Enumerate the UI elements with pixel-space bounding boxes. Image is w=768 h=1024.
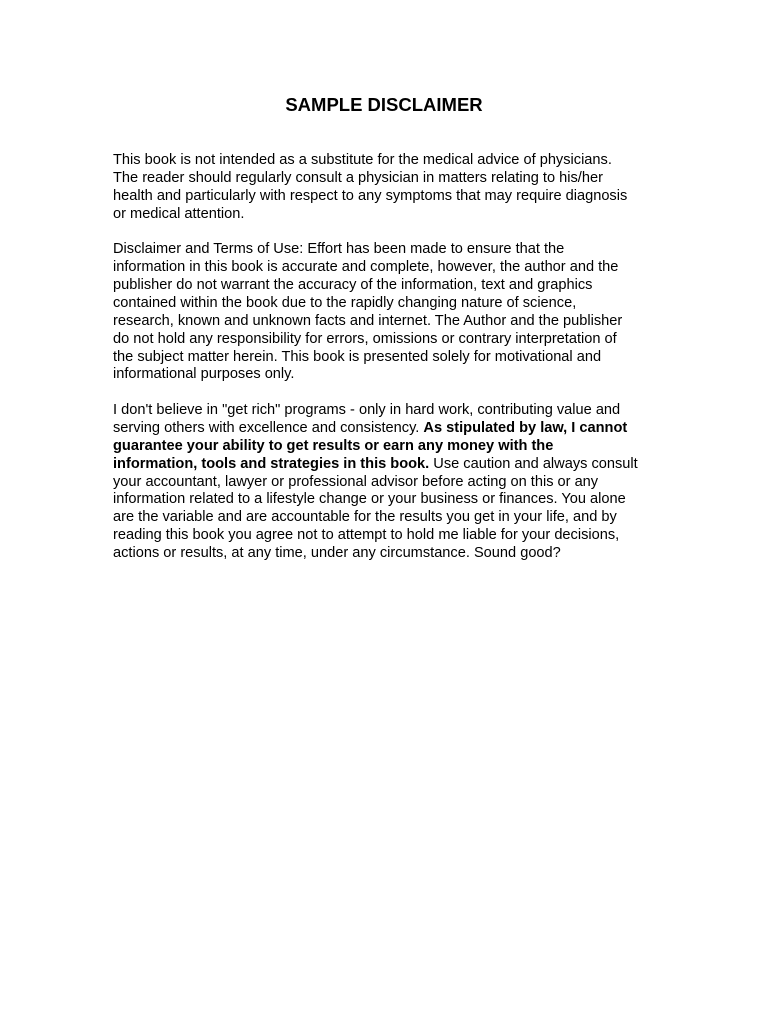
paragraph-line: do not hold any responsibility for errors, omissions or contrary interpretation of <box>113 330 617 347</box>
paragraph-line <box>113 456 665 474</box>
liability-paragraph <box>113 402 665 563</box>
paragraph-line: contained within the book due to the rapidly changing nature of science, <box>113 294 577 311</box>
bold-legal-statement: guarantee your ability to get results or earn any money with the <box>113 437 554 454</box>
document-body <box>113 152 665 581</box>
paragraph-line: Disclaimer and Terms of Use: Effort has been made to ensure that the <box>113 241 565 258</box>
paragraph-line: informational purposes only. <box>113 366 295 383</box>
paragraph-line: your accountant, lawyer or professional advisor before acting on this or any <box>113 473 599 490</box>
paragraph-line: information in this book is accurate and complete, however, the author and the <box>113 259 619 276</box>
paragraph-line: are the variable and are accountable for the results you get in your life, and by <box>113 509 617 526</box>
terms-of-use-paragraph <box>113 241 665 384</box>
paragraph-line: research, known and unknown facts and internet. The Author and the publisher <box>113 312 623 329</box>
paragraph-line: or medical attention. <box>113 205 245 222</box>
paragraph-line: publisher do not warrant the accuracy of the information, text and graphics <box>113 276 593 293</box>
paragraph-line: I don't believe in "get rich" programs - only in hard work, contributing value and <box>113 401 621 418</box>
paragraph-line: reading this book you agree not to attempt to hold me liable for your decisions, <box>113 527 620 544</box>
paragraph-line: information related to a lifestyle change or your business or finances. You alone <box>113 491 626 508</box>
bold-legal-statement: As stipulated by law, I cannot <box>423 419 628 436</box>
paragraph-line: actions or results, at any time, under any circumstance. Sound good? <box>113 545 561 562</box>
plain-text: serving others with excellence and consistency. <box>113 419 424 436</box>
bold-legal-statement: information, tools and strategies in this book. <box>113 455 430 472</box>
paragraph-line: health and particularly with respect to any symptoms that may require diagnosis <box>113 187 628 204</box>
page-title: SAMPLE DISCLAIMER <box>285 94 483 115</box>
paragraph-line <box>113 420 665 438</box>
plain-text: Use caution and always consult <box>429 455 638 472</box>
medical-advice-paragraph <box>113 152 665 224</box>
paragraph-line: the subject matter herein. This book is presented solely for motivational and <box>113 348 602 365</box>
paragraph-line: This book is not intended as a substitute for the medical advice of physicians. <box>113 152 612 168</box>
paragraph-line: The reader should regularly consult a physician in matters relating to his/her <box>113 169 603 186</box>
